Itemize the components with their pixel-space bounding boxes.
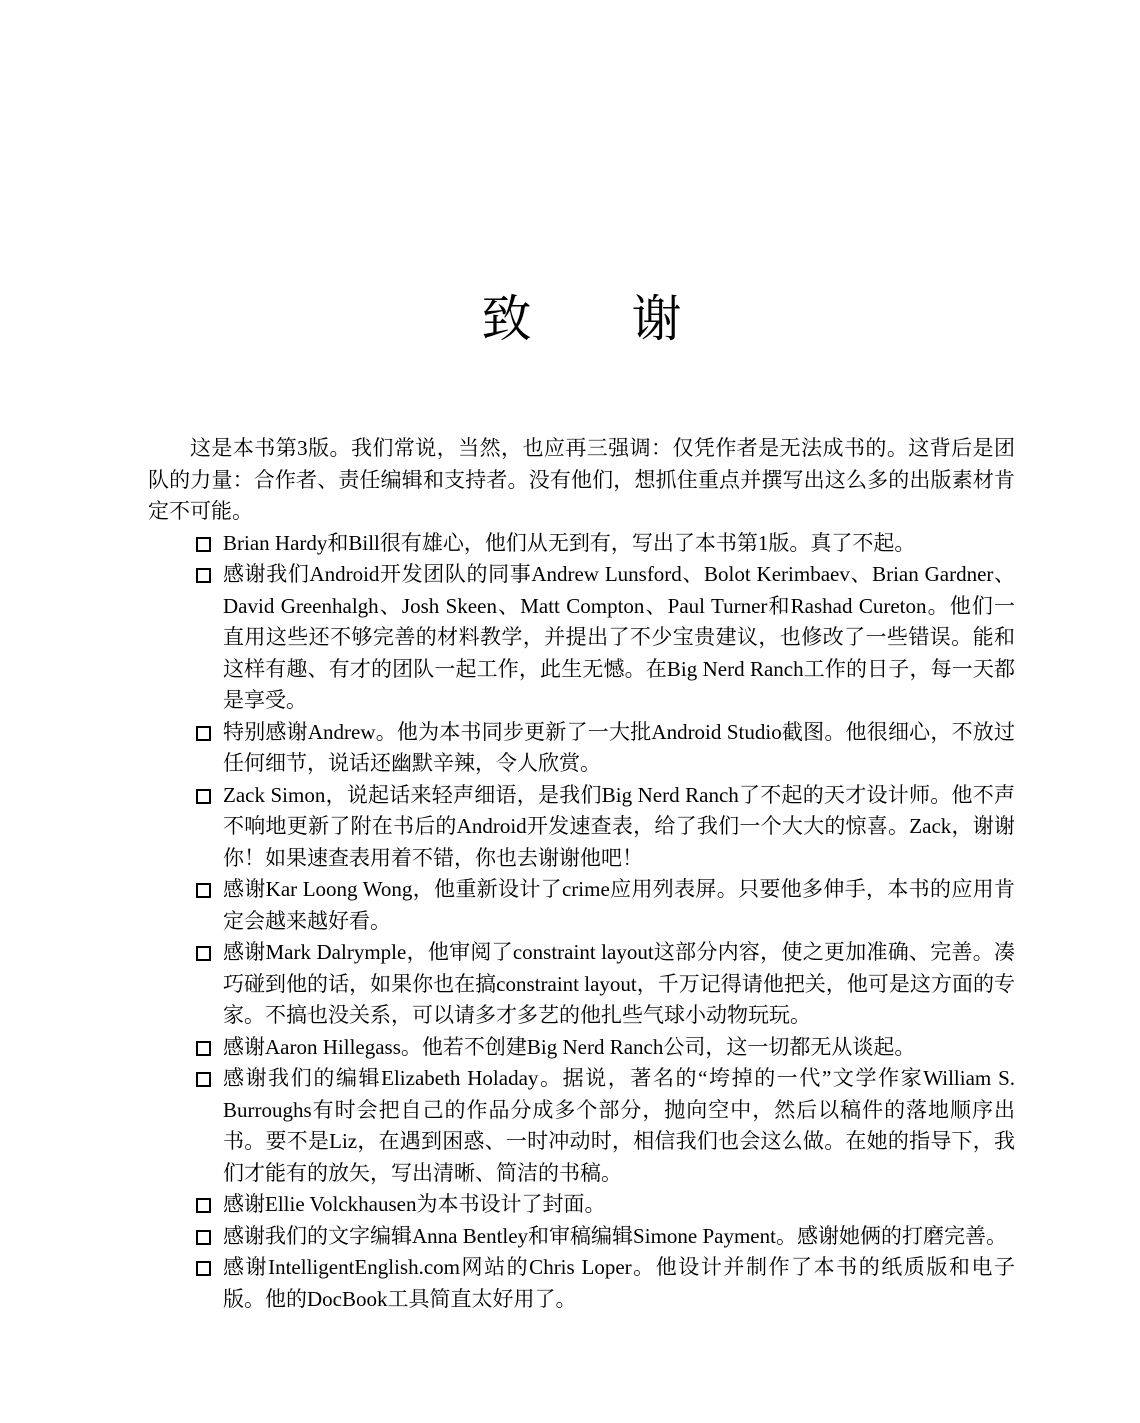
list-item: [196, 717, 1015, 780]
list-item: [196, 874, 1015, 937]
list-item: [196, 780, 1015, 875]
list-item-text: 感谢Mark Dalrymple，他审阅了constraint layout这部分内容，使之更加准确、完善。凑巧碰到他的话，如果你也在搞constraint layout，千万记得请他把关，他可是这方面的专家。不搞也没关系，可以请多才多艺的他扎些气球小动物玩玩。: [223, 940, 1015, 1027]
list-item-text: 特别感谢Andrew。他为本书同步更新了一大批Android Studio截图。他很细心，不放过任何细节，说话还幽默辛辣，令人欣赏。: [223, 719, 1015, 775]
list-item: [196, 937, 1015, 1032]
square-bullet-icon: [196, 1041, 211, 1056]
square-bullet-icon: [196, 883, 211, 898]
list-item-text: 感谢我们的编辑Elizabeth Holaday。据说，著名的“垮掉的一代”文学作家William S. Burroughs有时会把自己的作品分成多个部分，抛向空中，然后以稿件的落地顺序出书。要不是Liz，在遇到困惑、一时冲动时，相信我们也会这么做。在她的指导下，我们才能有的放矢，写出清晰、简洁的书稿。: [223, 1066, 1015, 1185]
square-bullet-icon: [196, 789, 211, 804]
square-bullet-icon: [196, 946, 211, 961]
page-title: 致 谢: [481, 291, 682, 347]
list-item-text: 感谢Aaron Hillegass。他若不创建Big Nerd Ranch公司，这一切都无从谈起。: [223, 1034, 916, 1059]
list-item: [196, 1221, 1015, 1253]
list-item: [196, 559, 1015, 717]
list-item-text: 感谢我们Android开发团队的同事Andrew Lunsford、Bolot Kerimbaev、Brian Gardner、David Greenhalgh、Josh Skeen、Matt Compton、Paul Turner和Rashad Cureton。他们一直用这些还不够完善的材料教学，并提出了不少宝贵建议，也修改了一些错误。能和这样有趣、有才的团队一起工作，此生无憾。在Big Nerd Ranch工作的日子，每一天都是享受。: [223, 562, 1015, 712]
square-bullet-icon: [196, 1261, 211, 1276]
list-item-text: 感谢Ellie Volckhausen为本书设计了封面。: [223, 1192, 606, 1216]
square-bullet-icon: [196, 1072, 211, 1087]
list-item: [196, 1063, 1015, 1189]
square-bullet-icon: [196, 726, 211, 741]
square-bullet-icon: [196, 1198, 211, 1213]
list-item: [196, 1252, 1015, 1315]
list-item-text: 感谢我们的文字编辑Anna Bentley和审稿编辑Simone Payment。感谢她俩的打磨完善。: [223, 1223, 1007, 1248]
list-item: [196, 528, 1015, 560]
square-bullet-icon: [196, 537, 211, 552]
list-item-text: Brian Hardy和Bill很有雄心，他们从无到有，写出了本书第1版。真了不起。: [223, 530, 916, 555]
list-item-text: Zack Simon，说起话来轻声细语，是我们Big Nerd Ranch了不起的天才设计师。他不声不响地更新了附在书后的Android开发速查表，给了我们一个大大的惊喜。Zack，谢谢你！如果速查表用着不错，你也去谢谢他吧！: [223, 782, 1015, 870]
list-item: [196, 1189, 1015, 1221]
list-item: [196, 1032, 1015, 1064]
list-item-text: 感谢IntelligentEnglish.com网站的Chris Loper。他设计并制作了本书的纸质版和电子版。他的DocBook工具简直太好用了。: [223, 1255, 1015, 1311]
intro-paragraph: 这是本书第3版。我们常说，当然，也应再三强调：仅凭作者是无法成书的。这背后是团队的力量：合作者、责任编辑和支持者。没有他们，想抓住重点并撰写出这么多的出版素材肯定不可能。: [148, 436, 1015, 523]
acknowledgement-list: [148, 528, 1015, 1316]
square-bullet-icon: [196, 1230, 211, 1245]
square-bullet-icon: [196, 568, 211, 583]
list-item-text: 感谢Kar Loong Wong，他重新设计了crime应用列表屏。只要他多伸手，本书的应用肯定会越来越好看。: [223, 877, 1015, 933]
